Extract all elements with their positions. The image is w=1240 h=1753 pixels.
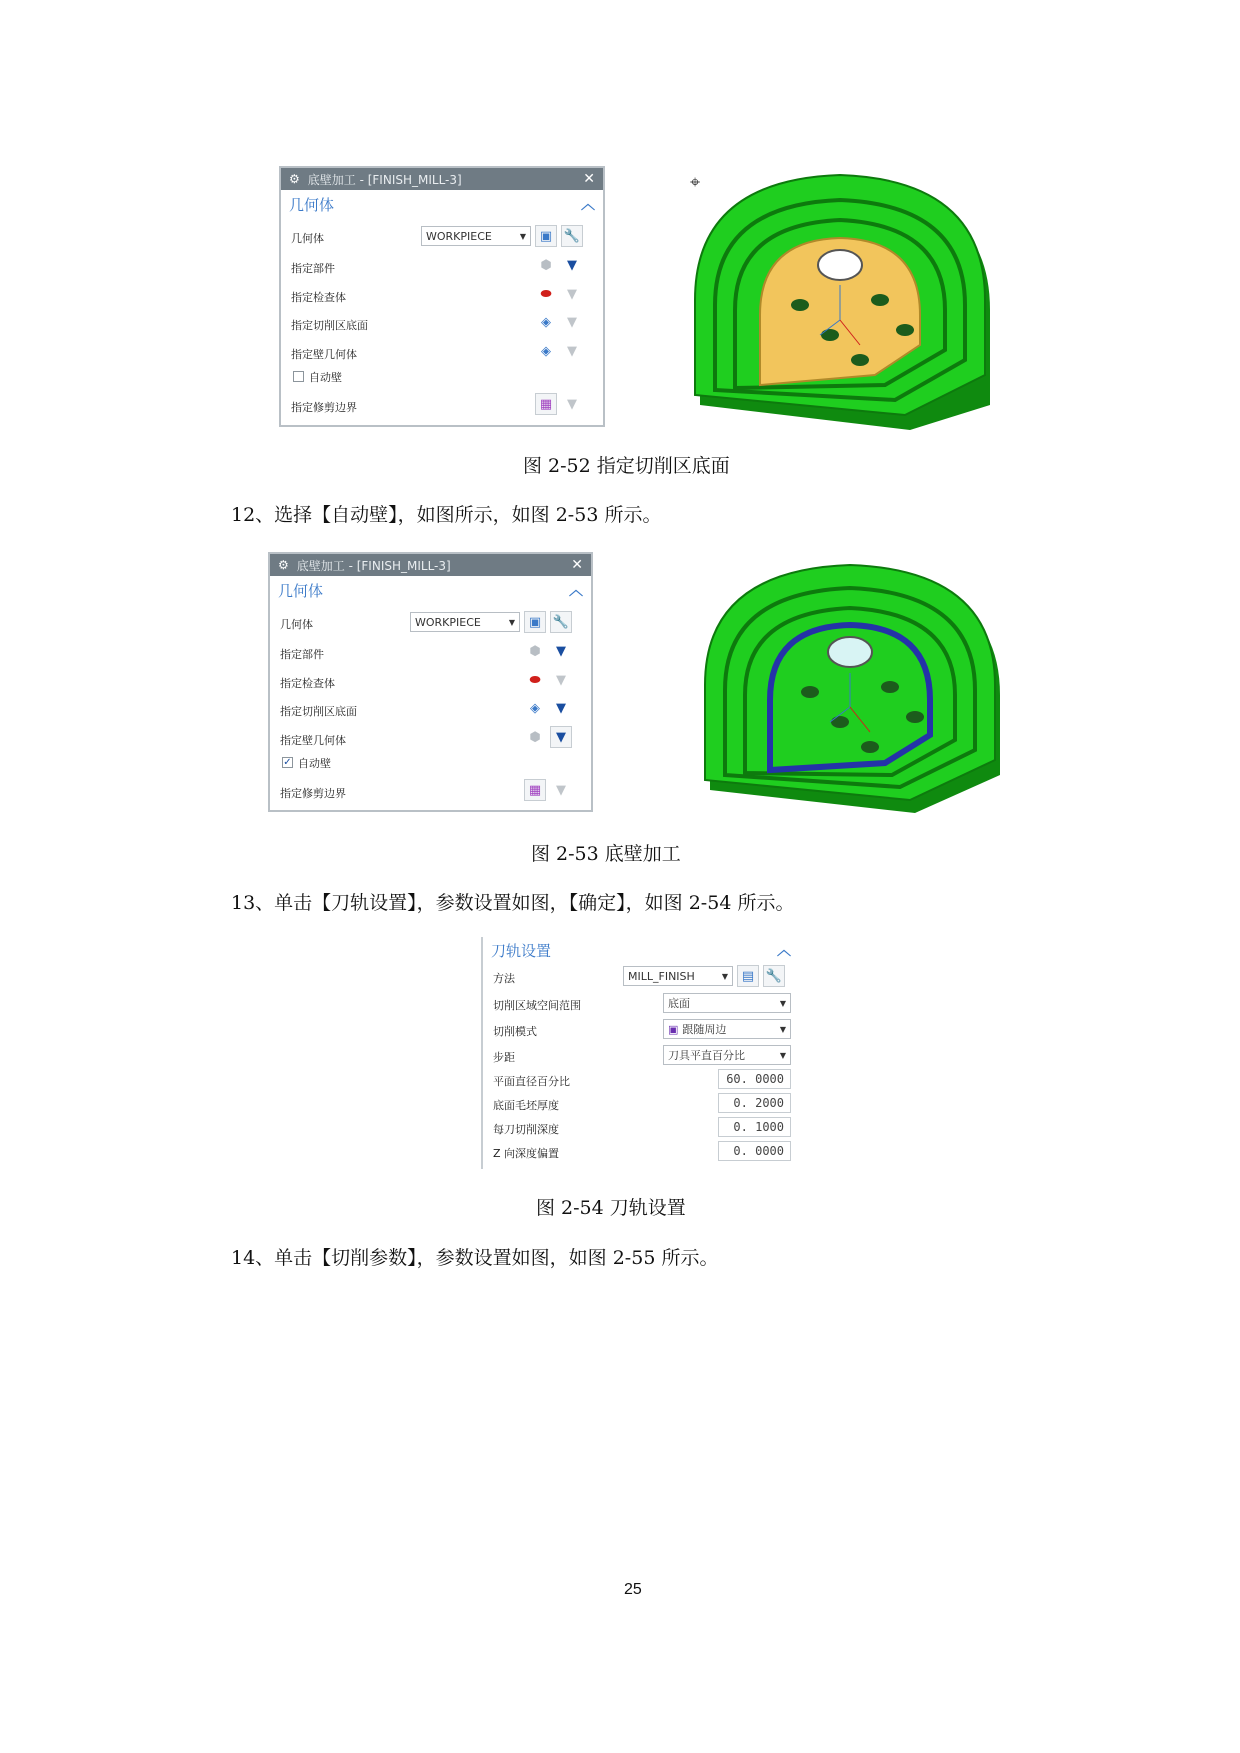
floor-stock-label: 底面毛坯厚度 bbox=[493, 1099, 559, 1112]
z-offset-input[interactable]: 0. 0000 bbox=[718, 1141, 791, 1161]
fig52-caption: 图 2-52 指定切削区底面 bbox=[523, 455, 730, 477]
hole bbox=[821, 329, 839, 341]
auto-wall-label: 自动壁 bbox=[298, 757, 331, 770]
new-geometry-icon[interactable]: ▣ bbox=[535, 225, 557, 247]
hole bbox=[801, 686, 819, 698]
hole bbox=[896, 324, 914, 336]
auto-wall-label: 自动壁 bbox=[309, 371, 342, 384]
select-part-icon[interactable]: ⬢ bbox=[529, 643, 541, 659]
chevron-down-icon: ▼ bbox=[779, 1050, 786, 1060]
center-hole bbox=[818, 250, 862, 280]
section-label: 几何体 bbox=[278, 581, 324, 600]
select-check-icon[interactable]: ⬬ bbox=[540, 286, 552, 302]
select-wall-icon[interactable]: ◈ bbox=[541, 343, 551, 359]
chevron-down-icon: ▼ bbox=[508, 617, 515, 627]
fig53-caption: 图 2-53 底壁加工 bbox=[531, 843, 681, 865]
display-flashlight-icon[interactable]: ▼ bbox=[550, 726, 572, 748]
step-13-text: 13、单击【刀轨设置】，参数设置如图，【确定】，如图 2-54 所示。 bbox=[231, 892, 795, 914]
gear-icon[interactable]: ⚙ bbox=[289, 172, 300, 186]
section-header-geometry[interactable] bbox=[281, 190, 603, 218]
chevron-down-icon: ▼ bbox=[519, 231, 526, 241]
auto-wall-checkbox[interactable] bbox=[293, 371, 304, 382]
diameter-percent-label: 平面直径百分比 bbox=[493, 1075, 570, 1088]
floor-stock-input[interactable]: 0. 2000 bbox=[718, 1093, 791, 1113]
geometry-select-value: WORKPIECE bbox=[426, 229, 492, 243]
check-label: 指定检查体 bbox=[280, 677, 335, 690]
trim-label: 指定修剪边界 bbox=[280, 787, 346, 800]
method-select-value: MILL_FINISH bbox=[628, 969, 695, 983]
geometry-select[interactable] bbox=[421, 226, 531, 246]
cursor-crosshair-icon: ⌖ bbox=[690, 172, 701, 193]
fig53-dialog bbox=[268, 552, 593, 812]
region-select[interactable] bbox=[663, 993, 791, 1013]
floor-label: 指定切削区底面 bbox=[280, 705, 357, 718]
hole bbox=[906, 711, 924, 723]
method-label: 方法 bbox=[493, 972, 515, 985]
chevron-up-icon[interactable]: ︿ bbox=[581, 197, 595, 213]
dialog-title-bar[interactable] bbox=[270, 554, 591, 576]
check-label: 指定检查体 bbox=[291, 291, 346, 304]
display-flashlight-icon[interactable]: ▼ bbox=[567, 396, 577, 412]
depth-per-cut-label: 每刀切削深度 bbox=[493, 1123, 559, 1136]
depth-per-cut-input[interactable]: 0. 1000 bbox=[718, 1117, 791, 1137]
auto-wall-checkbox[interactable]: ✓ bbox=[283, 757, 292, 768]
cut-pattern-select[interactable] bbox=[663, 1019, 791, 1039]
fig52-dialog bbox=[279, 166, 605, 427]
center-hole bbox=[828, 637, 872, 667]
new-method-icon[interactable]: ▤ bbox=[737, 965, 759, 987]
select-floor-icon[interactable]: ◈ bbox=[541, 314, 551, 330]
hole bbox=[831, 716, 849, 728]
select-floor-icon[interactable]: ◈ bbox=[530, 700, 540, 716]
page-number: 25 bbox=[624, 1581, 642, 1598]
display-flashlight-icon[interactable]: ▼ bbox=[556, 700, 566, 716]
diameter-percent-input[interactable]: 60. 0000 bbox=[718, 1069, 791, 1089]
hole bbox=[851, 354, 869, 366]
dialog-title: 底壁加工 - [FINISH_MILL-3] bbox=[307, 172, 462, 187]
wall-label: 指定壁几何体 bbox=[280, 734, 346, 747]
fig53-part-render bbox=[700, 555, 1010, 815]
step-12-text: 12、选择【自动壁】，如图所示，如图 2-53 所示。 bbox=[231, 504, 662, 526]
geometry-label: 几何体 bbox=[280, 618, 313, 631]
section-header-toolpath[interactable] bbox=[483, 937, 799, 963]
geometry-label: 几何体 bbox=[291, 232, 324, 245]
display-flashlight-icon[interactable]: ▼ bbox=[567, 314, 577, 330]
section-label: 几何体 bbox=[289, 195, 335, 214]
cut-pattern-select-value: 跟随周边 bbox=[682, 1023, 727, 1036]
close-icon[interactable]: ✕ bbox=[583, 171, 595, 187]
chevron-down-icon: ▼ bbox=[721, 971, 728, 981]
chevron-up-icon[interactable]: ︿ bbox=[569, 583, 583, 599]
chevron-up-icon[interactable]: ︿ bbox=[777, 943, 791, 959]
gear-icon[interactable]: ⚙ bbox=[278, 558, 289, 572]
stepover-label: 步距 bbox=[493, 1051, 515, 1064]
hole bbox=[791, 299, 809, 311]
cut-pattern-label: 切削模式 bbox=[493, 1025, 537, 1038]
dialog-title: 底壁加工 - [FINISH_MILL-3] bbox=[296, 558, 451, 573]
hole bbox=[881, 681, 899, 693]
trim-label: 指定修剪边界 bbox=[291, 401, 357, 414]
hole bbox=[871, 294, 889, 306]
fig52-part-render bbox=[680, 160, 1010, 430]
stepover-select-value: 刀具平直百分比 bbox=[668, 1049, 745, 1062]
section-header-geometry[interactable] bbox=[270, 576, 591, 604]
region-select-value: 底面 bbox=[668, 997, 690, 1010]
edit-wrench-icon[interactable]: 🔧 bbox=[561, 225, 583, 247]
display-flashlight-icon[interactable]: ▼ bbox=[567, 343, 577, 359]
step-14-text: 14、单击【切削参数】，参数设置如图，如图 2-55 所示。 bbox=[231, 1247, 719, 1269]
geometry-select[interactable] bbox=[410, 612, 520, 632]
dialog-title-bar[interactable] bbox=[281, 168, 603, 190]
display-flashlight-icon[interactable]: ▼ bbox=[556, 782, 566, 798]
select-check-icon[interactable]: ⬬ bbox=[529, 672, 541, 688]
trim-boundary-icon[interactable]: ▦ bbox=[535, 393, 557, 415]
select-part-icon[interactable]: ⬢ bbox=[540, 257, 552, 273]
floor-label: 指定切削区底面 bbox=[291, 319, 368, 332]
new-geometry-icon[interactable]: ▣ bbox=[524, 611, 546, 633]
trim-boundary-icon[interactable]: ▦ bbox=[524, 779, 546, 801]
edit-wrench-icon[interactable]: 🔧 bbox=[763, 965, 785, 987]
display-flashlight-icon[interactable]: ▼ bbox=[567, 286, 577, 302]
method-select[interactable] bbox=[623, 966, 733, 986]
part-label: 指定部件 bbox=[280, 648, 324, 661]
chevron-down-icon: ▼ bbox=[779, 1024, 786, 1034]
display-flashlight-icon[interactable]: ▼ bbox=[567, 257, 577, 273]
display-flashlight-icon[interactable]: ▼ bbox=[556, 672, 566, 688]
fig54-caption: 图 2-54 刀轨设置 bbox=[536, 1197, 686, 1219]
stepover-select[interactable] bbox=[663, 1045, 791, 1065]
region-label: 切削区域空间范围 bbox=[493, 999, 581, 1012]
follow-periphery-icon: ▣ bbox=[668, 1022, 679, 1036]
select-wall-icon[interactable]: ⬢ bbox=[529, 729, 541, 745]
toolpath-settings-panel bbox=[481, 937, 799, 1169]
z-offset-label: Z 向深度偏置 bbox=[493, 1147, 560, 1160]
chevron-down-icon: ▼ bbox=[779, 998, 786, 1008]
display-flashlight-icon[interactable]: ▼ bbox=[556, 643, 566, 659]
edit-wrench-icon[interactable]: 🔧 bbox=[550, 611, 572, 633]
hole bbox=[861, 741, 879, 753]
geometry-select-value: WORKPIECE bbox=[415, 615, 481, 629]
part-label: 指定部件 bbox=[291, 262, 335, 275]
wall-label: 指定壁几何体 bbox=[291, 348, 357, 361]
close-icon[interactable]: ✕ bbox=[571, 557, 583, 573]
section-label: 刀轨设置 bbox=[491, 941, 552, 960]
